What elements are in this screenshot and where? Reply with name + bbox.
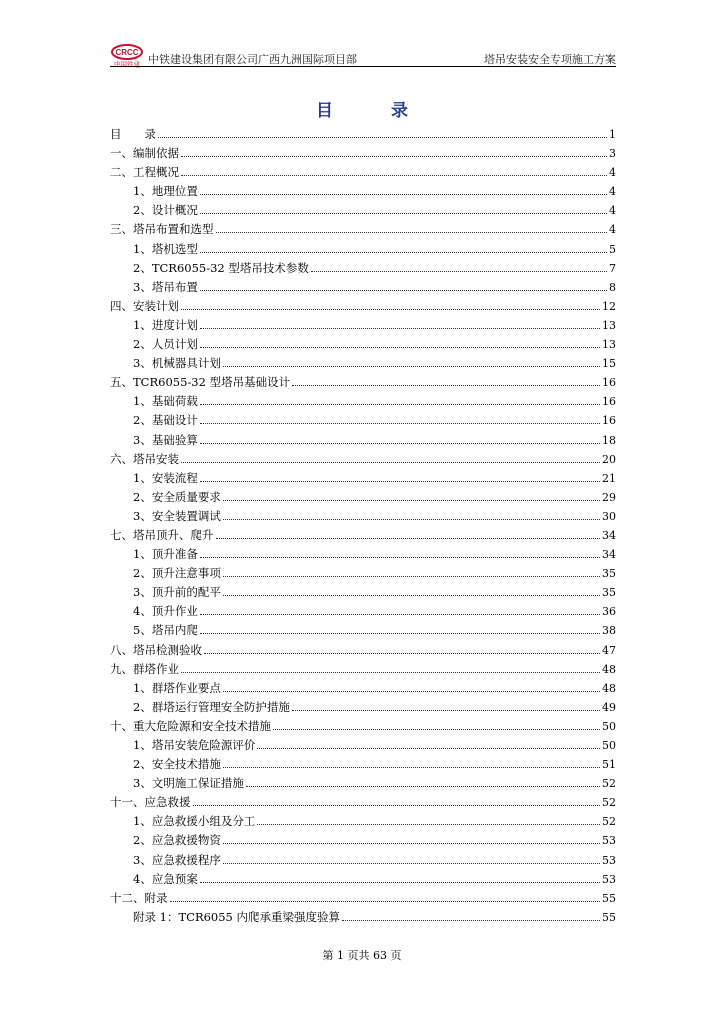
toc-leader-dots	[193, 804, 601, 806]
toc-entry-label: 十、重大危险源和安全技术措施	[110, 718, 271, 733]
toc-entry-page: 8	[609, 280, 616, 294]
toc-leader-dots	[200, 346, 600, 348]
toc-entry[interactable]	[110, 526, 616, 545]
toc-entry-page: 5	[609, 242, 616, 256]
toc-leader-dots	[200, 613, 600, 615]
toc-entry[interactable]	[110, 373, 616, 392]
header-rule	[110, 66, 616, 67]
toc-entry-label: 1、塔吊安装危险源评价	[133, 738, 256, 752]
toc-entry-label: 2、人员计划	[133, 337, 198, 352]
toc-entry-page: 34	[602, 548, 616, 562]
toc-leader-dots	[223, 842, 600, 844]
toc-entry-page: 34	[602, 528, 616, 542]
toc-entry-label: 2、TCR6055-32 型塔吊技术参数	[133, 260, 309, 275]
toc-entry-label: 1、顶升准备	[133, 547, 198, 562]
toc-entry-page: 16	[602, 376, 616, 390]
toc-heading-left: 目	[316, 101, 333, 121]
toc-entry-page: 7	[609, 261, 616, 275]
table-of-contents	[110, 125, 616, 927]
toc-leader-dots	[204, 652, 600, 654]
toc-entry-label: 1、应急救援小组及分工	[133, 814, 256, 829]
toc-entry[interactable]	[110, 717, 616, 736]
toc-leader-dots	[200, 212, 607, 214]
toc-entry-page: 16	[602, 414, 616, 428]
toc-entry-page: 21	[602, 471, 616, 485]
toc-leader-dots	[257, 747, 600, 749]
toc-entry[interactable]	[110, 870, 616, 889]
toc-entry[interactable]	[110, 411, 616, 430]
toc-entry-page: 38	[602, 624, 616, 638]
toc-entry-label: 十一、应急救援	[110, 795, 191, 810]
toc-leader-dots	[200, 632, 600, 634]
toc-entry-page: 15	[602, 357, 616, 371]
toc-entry-page: 53	[602, 853, 616, 867]
toc-entry[interactable]	[110, 851, 616, 870]
toc-leader-dots	[181, 155, 607, 157]
toc-entry-page: 13	[602, 318, 616, 332]
toc-entry[interactable]	[110, 793, 616, 812]
toc-entry-label: 三、塔吊布置和选型	[110, 222, 214, 237]
toc-leader-dots	[292, 709, 600, 711]
toc-entry-page: 51	[602, 758, 616, 772]
toc-entry[interactable]	[110, 488, 616, 507]
toc-entry[interactable]	[110, 182, 616, 201]
organization-name: 中铁建设集团有限公司广西九洲国际项目部	[148, 53, 357, 66]
toc-leader-dots	[223, 690, 600, 692]
toc-entry-label: 5、塔吊内爬	[133, 623, 198, 638]
toc-entry[interactable]	[110, 259, 616, 278]
toc-entry-page: 16	[602, 395, 616, 409]
toc-entry-page: 53	[602, 834, 616, 848]
toc-entry-label: 八、塔吊检测验收	[110, 642, 202, 657]
toc-entry-label: 2、顶升注意事项	[133, 566, 221, 581]
toc-entry[interactable]	[110, 889, 616, 908]
toc-entry-page: 1	[609, 128, 616, 141]
toc-entry[interactable]	[110, 621, 616, 640]
toc-entry-label: 1、安装流程	[133, 470, 198, 485]
toc-entry[interactable]	[110, 201, 616, 220]
toc-entry-page: 4	[609, 185, 616, 199]
toc-entry[interactable]	[110, 507, 616, 526]
toc-leader-dots	[223, 862, 600, 864]
toc-entry[interactable]	[110, 774, 616, 793]
toc-leader-dots	[200, 251, 607, 253]
toc-entry-label: 3、塔吊布置	[133, 279, 198, 294]
toc-entry-label: 十二、附录	[110, 890, 168, 905]
toc-entry-label: 1、基础荷载	[133, 394, 198, 409]
toc-leader-dots	[181, 671, 600, 673]
toc-entry-label: 四、安装计划	[110, 298, 179, 313]
toc-entry-label: 1、塔机选型	[133, 241, 198, 256]
toc-leader-dots	[292, 384, 600, 386]
toc-leader-dots	[223, 499, 600, 501]
toc-leader-dots	[246, 785, 600, 787]
toc-leader-dots	[181, 461, 600, 463]
toc-leader-dots	[200, 480, 600, 482]
toc-entry-label: 1、群塔作业要点	[133, 680, 221, 695]
toc-entry[interactable]	[110, 163, 616, 182]
toc-entry[interactable]	[110, 641, 616, 660]
toc-entry-page: 47	[602, 643, 616, 657]
toc-leader-dots	[200, 289, 607, 291]
toc-leader-dots	[200, 327, 600, 329]
toc-entry-page: 20	[602, 452, 616, 466]
toc-entry-label: 目 录	[110, 127, 156, 141]
toc-leader-dots	[223, 575, 600, 577]
toc-entry-label: 附录 1：TCR6055 内爬承重梁强度验算	[133, 909, 341, 924]
toc-leader-dots	[223, 518, 600, 520]
toc-entry-page: 49	[602, 700, 616, 714]
toc-entry-page: 29	[602, 490, 616, 504]
toc-entry[interactable]	[110, 908, 616, 927]
toc-entry-label: 4、应急预案	[133, 871, 198, 886]
toc-entry-page: 48	[602, 681, 616, 695]
toc-entry-label: 九、群塔作业	[110, 661, 179, 676]
toc-leader-dots	[257, 823, 600, 825]
toc-entry-page: 4	[609, 204, 616, 218]
toc-entry-page: 30	[602, 509, 616, 523]
logo-text: CRCC	[115, 48, 139, 57]
toc-entry-page: 55	[602, 910, 616, 924]
toc-entry-label: 1、进度计划	[133, 317, 198, 332]
toc-leader-dots	[223, 594, 600, 596]
toc-entry-page: 36	[602, 605, 616, 619]
toc-leader-dots	[200, 881, 600, 883]
toc-entry-page: 53	[602, 872, 616, 886]
toc-entry[interactable]	[110, 564, 616, 583]
toc-leader-dots	[200, 422, 600, 424]
toc-leader-dots	[223, 365, 600, 367]
toc-leader-dots	[216, 537, 601, 539]
toc-entry-page: 3	[609, 147, 616, 161]
toc-heading-right: 录	[391, 101, 408, 121]
toc-entry-page: 50	[602, 739, 616, 752]
toc-entry-label: 2、应急救援物资	[133, 833, 221, 848]
toc-leader-dots	[200, 556, 600, 558]
page-header	[110, 42, 616, 68]
toc-entry[interactable]	[110, 297, 616, 316]
toc-entry-label: 3、基础验算	[133, 432, 198, 447]
toc-leader-dots	[273, 728, 600, 730]
toc-leader-dots	[200, 442, 600, 444]
toc-entry[interactable]	[110, 354, 616, 373]
toc-entry[interactable]	[110, 144, 616, 163]
toc-entry[interactable]	[110, 335, 616, 354]
crcc-logo-icon	[110, 42, 144, 68]
toc-entry[interactable]	[110, 679, 616, 698]
toc-entry-page: 50	[602, 719, 616, 733]
toc-entry-label: 3、文明施工保证措施	[133, 776, 244, 791]
page-footer: 第 1 页共 63 页	[322, 949, 402, 962]
toc-entry[interactable]	[110, 278, 616, 297]
toc-entry-page: 13	[602, 338, 616, 352]
toc-leader-dots	[200, 193, 607, 195]
toc-entry-page: 18	[602, 433, 616, 447]
toc-entry[interactable]	[110, 392, 616, 411]
toc-entry-label: 2、安全技术措施	[133, 757, 221, 772]
toc-entry-page: 35	[602, 567, 616, 581]
toc-leader-dots	[200, 403, 600, 405]
toc-entry-label: 3、应急救援程序	[133, 852, 221, 867]
toc-entry[interactable]	[110, 602, 616, 621]
toc-entry-page: 52	[602, 815, 616, 829]
toc-entry-label: 4、顶升作业	[133, 604, 198, 619]
toc-leader-dots	[158, 136, 607, 138]
toc-entry-label: 3、顶升前的配平	[133, 585, 221, 600]
toc-leader-dots	[181, 174, 607, 176]
toc-entry[interactable]	[110, 831, 616, 850]
toc-entry-page: 4	[609, 166, 616, 180]
toc-entry-label: 2、群塔运行管理安全防护措施	[133, 699, 290, 714]
toc-leader-dots	[223, 766, 600, 768]
toc-entry[interactable]	[110, 736, 616, 755]
toc-entry[interactable]	[110, 450, 616, 469]
toc-leader-dots	[216, 231, 608, 233]
toc-entry-label: 2、设计概况	[133, 203, 198, 218]
toc-entry-label: 3、安全装置调试	[133, 508, 221, 523]
toc-entry[interactable]	[110, 220, 616, 239]
toc-entry[interactable]	[110, 316, 616, 335]
toc-heading	[0, 96, 724, 121]
toc-leader-dots	[181, 308, 600, 310]
toc-entry-label: 二、工程概况	[110, 165, 179, 180]
toc-entry[interactable]	[110, 812, 616, 831]
toc-entry-label: 五、TCR6055-32 型塔吊基础设计	[110, 375, 291, 390]
toc-entry-page: 55	[602, 891, 616, 905]
toc-entry-label: 2、安全质量要求	[133, 489, 221, 504]
toc-entry-page: 48	[602, 662, 616, 676]
toc-entry[interactable]	[110, 431, 616, 450]
toc-entry[interactable]	[110, 660, 616, 679]
toc-entry[interactable]	[110, 469, 616, 488]
toc-entry-page: 12	[602, 299, 616, 313]
toc-leader-dots	[342, 919, 600, 921]
toc-entry-label: 七、塔吊顶升、爬升	[110, 527, 214, 542]
toc-entry-label: 3、机械器具计划	[133, 356, 221, 371]
logo-subtext: 中国铁建	[114, 60, 140, 68]
toc-entry-page: 4	[609, 223, 616, 237]
toc-entry-label: 2、基础设计	[133, 413, 198, 428]
toc-entry[interactable]	[110, 240, 616, 259]
toc-leader-dots	[170, 900, 601, 902]
toc-entry[interactable]	[110, 125, 616, 144]
toc-entry-label: 一、编制依据	[110, 146, 179, 161]
toc-entry-page: 52	[602, 777, 616, 791]
toc-entry[interactable]	[110, 698, 616, 717]
toc-entry[interactable]	[110, 545, 616, 564]
toc-entry[interactable]	[110, 755, 616, 774]
toc-leader-dots	[311, 270, 607, 272]
document-title: 塔吊安装安全专项施工方案	[484, 53, 616, 66]
toc-entry-page: 52	[602, 796, 616, 810]
toc-entry-label: 1、地理位置	[133, 184, 198, 199]
toc-entry[interactable]	[110, 583, 616, 602]
toc-entry-label: 六、塔吊安装	[110, 451, 179, 466]
toc-entry-page: 35	[602, 586, 616, 600]
